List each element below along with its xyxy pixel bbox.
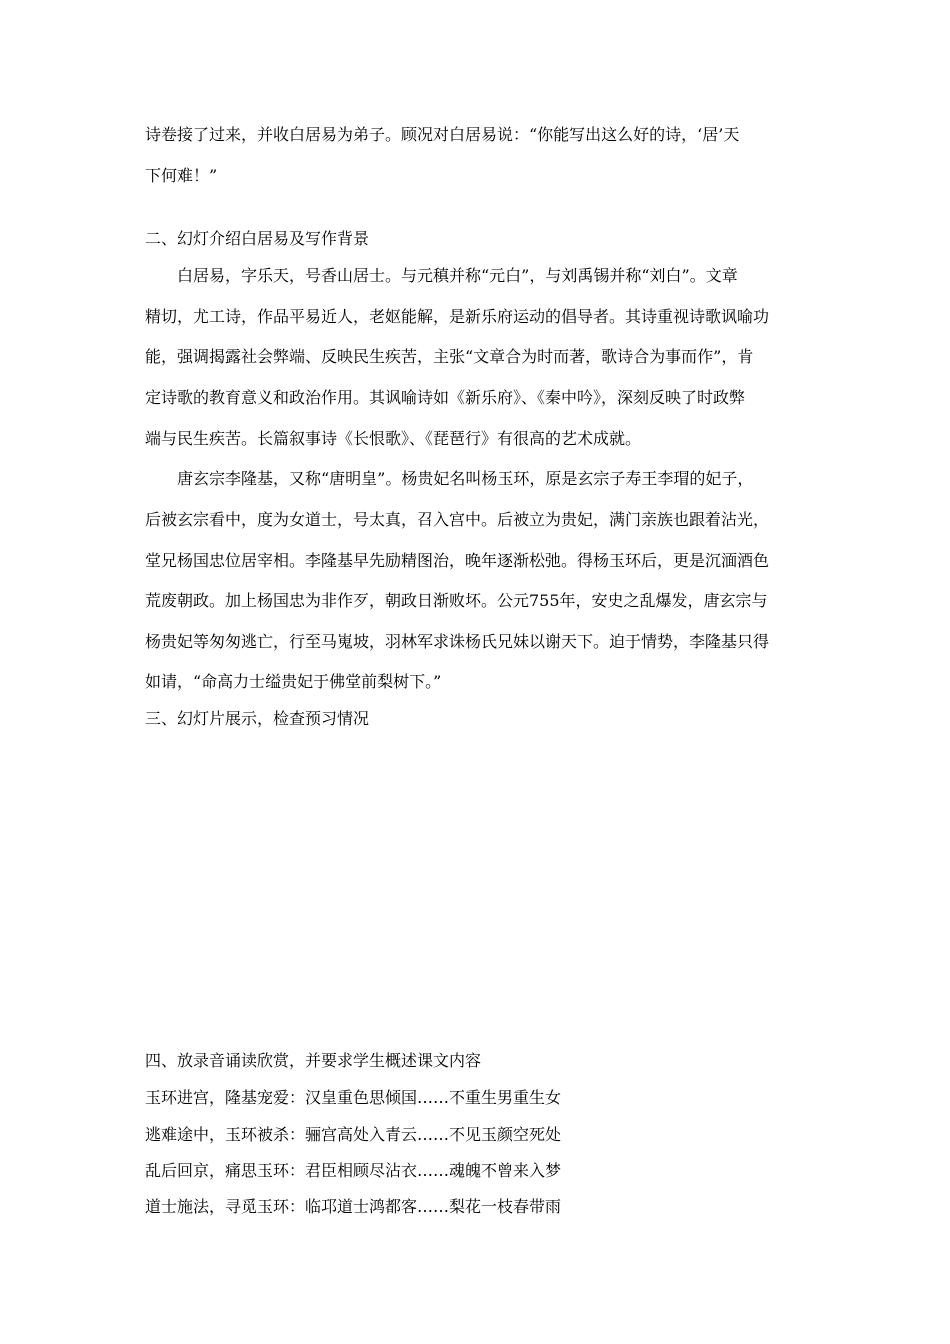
intro-line: 下何难！” bbox=[145, 166, 218, 185]
section-2-paragraph-line: 白居易，字乐天，号香山居士。与元稹并称“元白”，与刘禹锡并称“刘白”。文章 bbox=[177, 266, 738, 285]
section-4-heading: 四、放录音诵读欣赏，并要求学生概述课文内容 bbox=[145, 1051, 482, 1070]
summary-line: 道士施法，寻觅玉环：临邛道士鸿都客……梨花一枝春带雨 bbox=[145, 1197, 562, 1216]
section-2-heading: 二、幻灯介绍白居易及写作背景 bbox=[145, 229, 370, 248]
section-2-paragraph-line: 荒废朝政。加上杨国忠为非作歹，朝政日渐败坏。公元755年，安史之乱爆发，唐玄宗与 bbox=[145, 591, 768, 610]
summary-line: 逃难途中，玉环被杀：骊宫高处入青云……不见玉颜空死处 bbox=[145, 1125, 562, 1144]
summary-line: 玉环进宫，隆基宠爱：汉皇重色思倾国……不重生男重生女 bbox=[145, 1088, 562, 1107]
intro-line: 诗卷接了过来，并收白居易为弟子。顾况对白居易说：“你能写出这么好的诗，‘居’天 bbox=[145, 125, 740, 144]
section-2-paragraph-line: 端与民生疾苦。长篇叙事诗《长恨歌》、《琵琶行》有很高的艺术成就。 bbox=[145, 429, 642, 448]
section-2-paragraph-line: 后被玄宗看中，度为女道士，号太真，召入宫中。后被立为贵妃，满门亲族也跟着沾光， bbox=[145, 510, 770, 529]
section-2-paragraph-line: 精切，尤工诗，作品平易近人，老妪能解，是新乐府运动的倡导者。其诗重视诗歌讽喻功 bbox=[145, 307, 770, 326]
section-2-paragraph-line: 堂兄杨国忠位居宰相。李隆基早先励精图治，晚年逐渐松弛。得杨玉环后，更是沉湎酒色 bbox=[145, 551, 770, 570]
section-2-paragraph-line: 杨贵妃等匆匆逃亡，行至马嵬坡，羽林军求诛杨氏兄妹以谢天下。迫于情势，李隆基只得 bbox=[145, 632, 770, 651]
section-2-paragraph-line: 定诗歌的教育意义和政治作用。其讽喻诗如《新乐府》、《秦中吟》，深刻反映了时政弊 bbox=[145, 388, 746, 407]
section-2-paragraph-line: 唐玄宗李隆基，又称“唐明皇”。杨贵妃名叫杨玉环，原是玄宗子寿王李瑁的妃子， bbox=[177, 469, 754, 488]
section-2-paragraph-line: 能，强调揭露社会弊端、反映民生疾苦，主张“文章合为时而著，歌诗合为事而作”，肯 bbox=[145, 347, 754, 366]
summary-line: 乱后回京，痛思玉环：君臣相顾尽沾衣……魂魄不曾来入梦 bbox=[145, 1161, 562, 1180]
section-3-heading: 三、幻灯片展示，检查预习情况 bbox=[145, 709, 370, 728]
section-2-paragraph-line: 如请，“命高力士缢贵妃于佛堂前梨树下。” bbox=[145, 672, 442, 691]
